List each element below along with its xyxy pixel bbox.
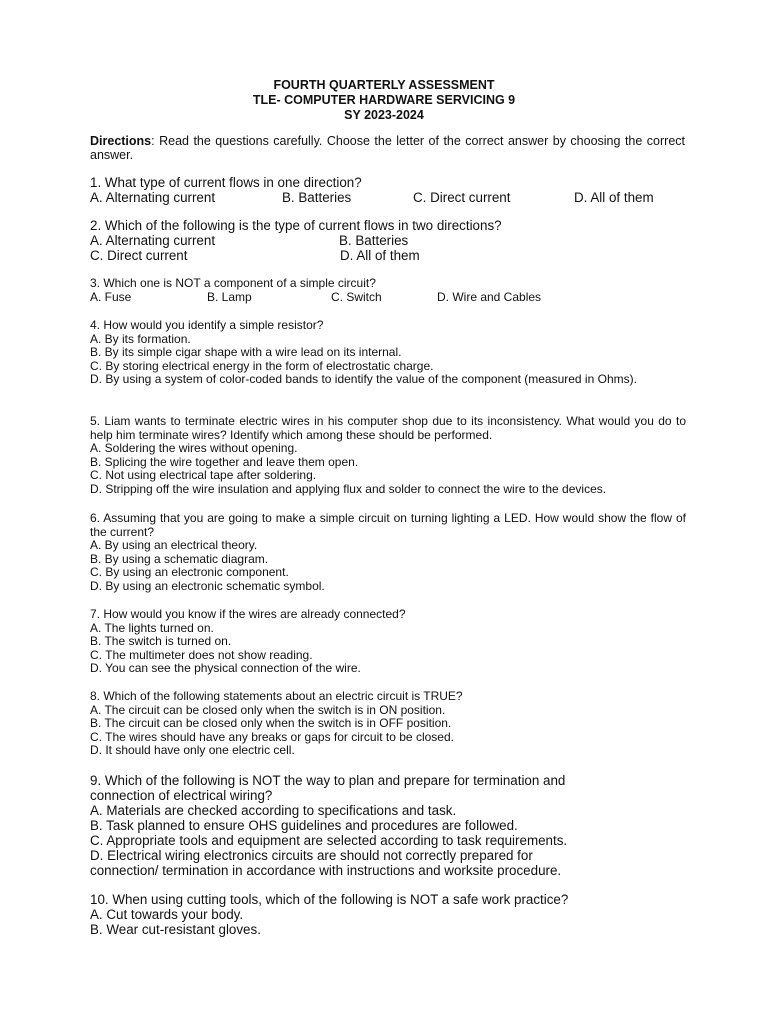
option-c: C. Appropriate tools and equipment are selected according to task requirements.	[90, 833, 568, 848]
assessment-header	[0, 78, 768, 123]
option-a: A. The circuit can be closed only when the switch is in ON position.	[90, 702, 446, 717]
option-a: A. By using an electrical theory.	[90, 538, 258, 553]
option-c: C. By using an electronic component.	[90, 565, 289, 580]
option-row	[90, 248, 686, 263]
option-b: B. Batteries	[282, 190, 352, 205]
option-c: C. Direct current	[90, 248, 188, 263]
question-10	[90, 892, 686, 937]
question-5	[90, 415, 686, 497]
directions-text: : Read the questions carefully. Choose the letter of the correct answer by choosing the correct answer.	[90, 134, 685, 162]
question-1	[90, 175, 686, 205]
option-d: D. It should have only one electric cell.	[90, 743, 295, 758]
option-a: A. Cut towards your body.	[90, 907, 244, 922]
option-c: C. The wires should have any breaks or gaps for circuit to be closed.	[90, 729, 454, 744]
option-a: A. Alternating current	[90, 233, 216, 248]
option-b: B. Batteries	[339, 233, 409, 248]
question-stem: 4. How would you identify a simple resistor?	[90, 318, 324, 332]
option-row	[90, 291, 686, 305]
question-2	[90, 218, 686, 263]
option-c: C. The multimeter does not show reading.	[90, 647, 313, 662]
option-d: D. All of them	[574, 190, 654, 205]
question-4	[90, 319, 686, 387]
option-d: D. By using an electronic schematic symbol.	[90, 578, 325, 593]
question-3	[90, 277, 686, 304]
header-subject: TLE- COMPUTER HARDWARE SERVICING 9	[252, 93, 516, 107]
option-b: B. Lamp	[207, 289, 252, 304]
option-c: C. Not using electrical tape after soldering.	[90, 468, 317, 483]
option-b: B. Task planned to ensure OHS guidelines and procedures are followed.	[90, 818, 518, 833]
option-row	[90, 190, 686, 205]
option-a: A. Materials are checked according to specifications and task.	[90, 803, 457, 818]
question-6	[90, 512, 686, 594]
option-b: B. The circuit can be closed only when the switch is in OFF position.	[90, 716, 452, 731]
option-a: A. Fuse	[90, 289, 132, 304]
option-d: D. Wire and Cables	[437, 289, 542, 304]
directions	[90, 134, 685, 162]
option-d: D. By using a system of color-coded bands to identify the value of the component (measured in Ohms).	[90, 372, 637, 387]
header-school-year: SY 2023-2024	[344, 108, 424, 122]
option-b: B. Splicing the wire together and leave them open.	[90, 454, 359, 469]
question-stem: 2. Which of the following is the type of current flows in two directions?	[90, 218, 502, 233]
question-8	[90, 690, 686, 758]
question-stem: 10. When using cutting tools, which of the following is NOT a safe work practice?	[90, 892, 569, 907]
question-stem: 7. How would you know if the wires are already connected?	[90, 607, 406, 621]
question-stem: 6. Assuming that you are going to make a simple circuit on turning lighting a LED. How would show the flow of the current?	[90, 511, 686, 539]
question-stem: 1. What type of current flows in one direction?	[90, 175, 362, 190]
option-d-continued: connection/ termination in accordance with instructions and worksite procedure.	[90, 863, 562, 878]
question-stem-line: connection of electrical wiring?	[90, 788, 273, 803]
question-stem: 5. Liam wants to terminate electric wires in his computer shop due to its inconsistency. What would you do to help him terminate wires? Identify which among these should be performed.	[90, 414, 686, 442]
option-c: C. By storing electrical energy in the form of electrostatic charge.	[90, 358, 434, 373]
question-stem-line: 9. Which of the following is NOT the way to plan and prepare for termination and	[90, 773, 566, 788]
option-a: A. The lights turned on.	[90, 620, 214, 635]
option-row	[90, 233, 686, 248]
option-b: B. By using a schematic diagram.	[90, 551, 269, 566]
question-stem: 8. Which of the following statements about an electric circuit is TRUE?	[90, 689, 463, 703]
option-b: B. The switch is turned on.	[90, 634, 232, 649]
option-a: A. Soldering the wires without opening.	[90, 441, 298, 456]
option-d: D. Stripping off the wire insulation and applying flux and solder to connect the wire to the devices.	[90, 481, 607, 496]
question-9	[90, 773, 686, 878]
option-c: C. Switch	[331, 289, 382, 304]
option-b: B. By its simple cigar shape with a wire lead on its internal.	[90, 345, 402, 360]
directions-label: Directions	[90, 134, 152, 148]
question-stem: 3. Which one is NOT a component of a simple circuit?	[90, 276, 376, 290]
option-d: D. All of them	[340, 248, 420, 263]
option-a: A. By its formation.	[90, 331, 191, 346]
option-a: A. Alternating current	[90, 190, 216, 205]
question-7	[90, 608, 686, 676]
option-c: C. Direct current	[413, 190, 511, 205]
option-d: D. Electrical wiring electronics circuits are should not correctly prepared for	[90, 848, 533, 863]
option-b: B. Wear cut-resistant gloves.	[90, 922, 261, 937]
option-d: D. You can see the physical connection of the wire.	[90, 661, 361, 676]
header-title: FOURTH QUARTERLY ASSESSMENT	[273, 78, 495, 92]
